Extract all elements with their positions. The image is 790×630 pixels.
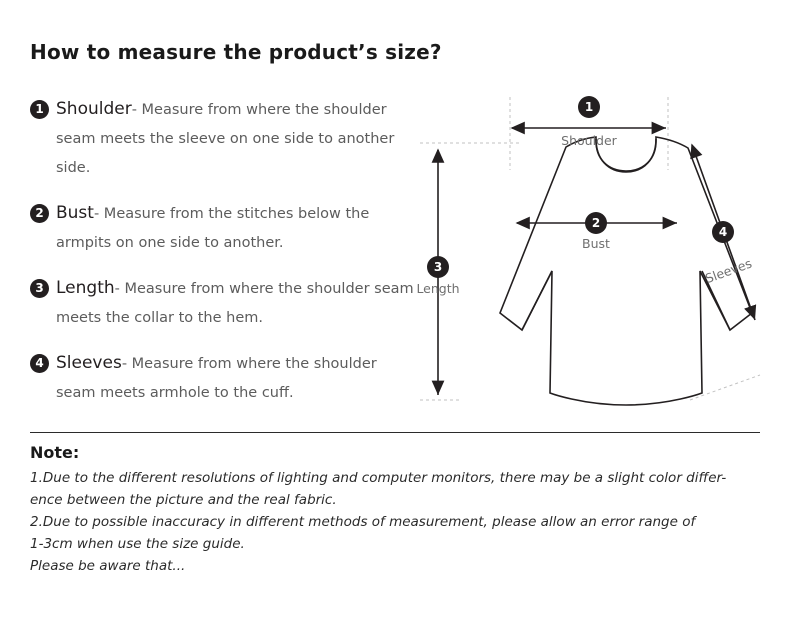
note-title: Note: <box>30 443 80 462</box>
note-divider <box>30 432 760 433</box>
badge-diagram-2-label: 2 <box>591 216 601 230</box>
measurement-term-length: Length <box>56 278 115 298</box>
diagram-label-shoulder: Shoulder <box>561 133 617 148</box>
list-item <box>30 349 420 407</box>
measurement-term-sleeves: Sleeves <box>56 353 122 373</box>
measurement-list <box>30 95 420 424</box>
note-line: 1.Due to the different resolutions of lighting and computer monitors, there may be a slight color differ- <box>30 470 727 486</box>
measurement-desc-shoulder: - Measure from where the shoulder seam meets the sleeve on one side to another side. <box>56 102 395 176</box>
length-dimension <box>416 150 459 395</box>
page-title: How to measure the product’s size? <box>30 40 442 64</box>
note-body <box>30 467 765 577</box>
badge-diagram-1-label: 1 <box>584 100 594 114</box>
measurement-term-shoulder: Shoulder <box>56 99 132 119</box>
badge-diagram-4-label: 4 <box>718 225 728 239</box>
note-line: 2.Due to possible inaccuracy in different methods of measurement, please allow an error range of <box>30 514 696 530</box>
measurement-term-bust: Bust <box>56 203 94 223</box>
badge-number-2: 2 <box>30 204 49 223</box>
badge-number-3: 3 <box>30 279 49 298</box>
guide-lines <box>420 97 668 400</box>
list-item <box>30 199 420 257</box>
badge-diagram-3-label: 3 <box>433 260 443 274</box>
diagram-label-bust: Bust <box>582 236 610 251</box>
diagram-label-length: Length <box>416 281 460 296</box>
note-line: Please be aware that... <box>30 558 186 574</box>
measurement-desc-bust: - Measure from the stitches below the armpits on one side to another. <box>56 206 370 251</box>
list-item <box>30 95 420 182</box>
measurement-desc-sleeves: - Measure from where the shoulder seam meets armhole to the cuff. <box>56 356 377 401</box>
note-line: ence between the picture and the real fabric. <box>30 492 337 508</box>
badge-number-4: 4 <box>30 354 49 373</box>
badge-number-1: 1 <box>30 100 49 119</box>
bust-dimension <box>517 212 677 251</box>
measurement-desc-length: - Measure from where the shoulder seam meets the collar to the hem. <box>56 281 414 326</box>
sleeves-dimension <box>692 145 755 320</box>
shoulder-dimension <box>512 96 666 148</box>
note-line: 1-3cm when use the size guide. <box>30 536 245 552</box>
garment-measurement-diagram <box>400 75 770 420</box>
diagram-label-sleeves: Sleeves <box>703 255 754 287</box>
list-item <box>30 274 420 332</box>
